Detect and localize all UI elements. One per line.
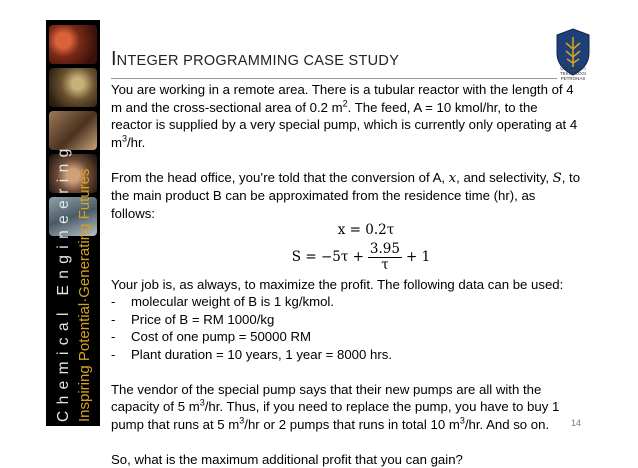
spacer [111,363,581,381]
text-run: From the head office, you’re told that the conversion of A, [111,170,449,185]
text-run: . The feed, A = 10 kmol/hr, to the reactor is supplied by a very special pump, which is currently only operating at 4 m [111,100,577,150]
spacer [111,151,581,169]
text-run: /hr. [127,135,145,150]
conversion-equation: x = 0.2τ [151,222,581,240]
slide-title-initial: I [111,48,117,70]
superscript: 3 [239,415,244,425]
logo-caption-line: TEKNOLOGI [548,71,598,76]
list-item: - molecular weight of B is 1 kg/kmol. [111,293,581,311]
text-run: /hr. Thus, if you need to replace the pump, you have to buy 1 pump that runs at 5 m [111,399,559,432]
text-run: You are working in a remote area. There is a tubular reactor with the length of 4 m and the cross-sectional area of 0.2 m [111,82,574,115]
text-run: /hr. And so on. [465,417,549,432]
fraction-numerator: 3.95 [368,242,402,258]
logo-caption-line: UNIVERSITI [548,66,598,71]
objective-paragraph: Your job is, as always, to maximize the profit. The following data can be used: [111,276,581,294]
list-item: - Price of B = RM 1000/kg [111,311,581,329]
list-item: - Cost of one pump = 50000 RM [111,328,581,346]
slide-title [111,48,399,71]
data-list [111,293,581,363]
text-run: , and selectivity, [456,170,553,185]
text-run: , to the main product B can be approximated from the residence time (hr), as follows: [111,170,580,221]
slide-body [111,81,581,468]
sidebar-photo [49,68,97,107]
sidebar-tagline-text: Inspiring Potential·Generating Futures [76,169,93,422]
spacer [111,433,581,451]
logo-caption [548,66,598,81]
math-variable: x [449,171,456,186]
page-number: 14 [571,418,581,428]
title-divider [111,78,557,79]
selectivity-equation [141,240,581,276]
equation-fraction [368,242,402,273]
model-paragraph [111,169,581,223]
superscript: 2 [343,98,348,108]
intro-paragraph [111,81,581,151]
sidebar-department-text: Chemical Engineering [55,142,73,422]
superscript: 3 [460,415,465,425]
sidebar-banner [46,20,100,426]
math-variable: S [553,171,562,186]
superscript: 3 [200,398,205,408]
logo-caption-line: PETRONAS [548,76,598,81]
list-item: - Plant duration = 10 years, 1 year = 8000 hrs. [111,346,581,364]
text-run: /hr or 2 pumps that runs in total 10 m [244,417,460,432]
equation-left: S = −5τ + [292,249,364,267]
superscript: 3 [122,133,127,143]
slide-title-rest: NTEGER PROGRAMMING CASE STUDY [117,53,400,69]
text-run: The vendor of the special pump says that their new pumps are all with the capacity of 5 m [111,382,541,415]
fraction-denominator: τ [381,258,388,273]
vendor-paragraph [111,381,581,434]
sidebar-photo [49,25,97,64]
equation-right: + 1 [406,249,430,267]
question-paragraph: So, what is the maximum additional profit that you can gain? [111,451,581,468]
